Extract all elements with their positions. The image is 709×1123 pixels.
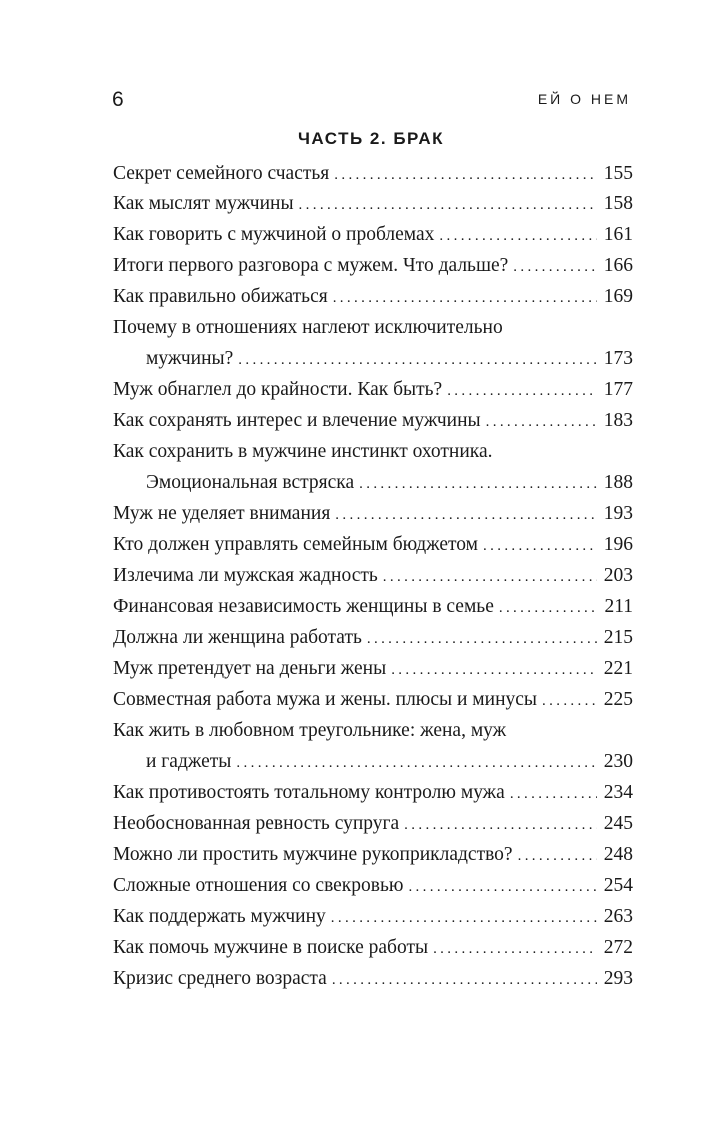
toc-entry-title-continued: мужчины? (146, 348, 234, 369)
toc-line (113, 405, 633, 436)
toc-entry-title: Как правильно обижаться (113, 286, 328, 307)
toc-entry-page: 272 (603, 937, 633, 958)
dot-leader (391, 655, 597, 686)
toc-line (113, 467, 633, 498)
dot-leader (404, 810, 597, 841)
toc-line (113, 622, 633, 653)
toc-entry (113, 374, 633, 405)
toc-entry-page: 234 (603, 782, 633, 803)
toc-entry-page: 263 (603, 906, 633, 927)
toc-entry (113, 188, 633, 219)
toc-entry-page: 158 (603, 193, 633, 214)
toc-entry-title: Излечима ли мужская жадность (113, 565, 378, 586)
dot-leader (542, 686, 597, 717)
toc-entry-title: Муж не уделяет внимания (113, 503, 331, 524)
toc-entry (113, 808, 633, 839)
toc-entry (113, 529, 633, 560)
toc-entry (113, 963, 633, 994)
toc-entry-page: 254 (603, 875, 633, 896)
toc-entry-page: 230 (603, 751, 633, 772)
toc-entry-page: 245 (603, 813, 633, 834)
dot-leader (238, 345, 597, 376)
toc-entry-title: Муж претендует на деньги жены (113, 658, 387, 679)
toc-line (113, 963, 633, 994)
toc-entry-page: 221 (603, 658, 633, 679)
toc-entry (113, 684, 633, 715)
toc-line (113, 746, 633, 777)
toc-line (113, 839, 633, 870)
dot-leader (510, 779, 597, 810)
toc-entry-page: 173 (603, 348, 633, 369)
toc-entry (113, 932, 633, 963)
toc-entry-title-continued: Эмоциональная встряска (146, 472, 355, 493)
toc-line (113, 312, 633, 343)
toc-entry-page: 161 (603, 224, 633, 245)
toc-entry (113, 560, 633, 591)
toc-entry (113, 777, 633, 808)
toc-entry (113, 839, 633, 870)
toc-entry-title: Муж обнаглел до крайности. Как быть? (113, 379, 443, 400)
toc-entry-title: Необоснованная ревность супруга (113, 813, 400, 834)
toc-entry-page: 293 (603, 968, 633, 989)
toc-line (113, 343, 633, 374)
dot-leader (439, 221, 597, 252)
toc-entry (113, 901, 633, 932)
dot-leader (331, 903, 597, 934)
toc-line (113, 436, 633, 467)
dot-leader (486, 407, 597, 438)
toc-entry-page: 193 (603, 503, 633, 524)
toc-entry-title: Как противостоять тотальному контролю мужа (113, 782, 505, 803)
toc-line (113, 498, 633, 529)
toc-entry-page: 225 (603, 689, 633, 710)
toc-line (113, 932, 633, 963)
toc-entry (113, 498, 633, 529)
toc-line (113, 777, 633, 808)
toc-entry-page: 203 (603, 565, 633, 586)
toc-entry (113, 436, 633, 498)
running-head: ЕЙ О НЕМ (537, 91, 631, 107)
toc-entry (113, 405, 633, 436)
toc-entry-page: 183 (603, 410, 633, 431)
toc-entry-title: Как сохранять интерес и влечение мужчины (113, 410, 481, 431)
toc-entry-title: Итоги первого разговора с мужем. Что дальше? (113, 255, 509, 276)
dot-leader (433, 934, 597, 965)
toc-entry-title: Кто должен управлять семейным бюджетом (113, 534, 479, 555)
toc-entry-title: Как мыслят мужчины (113, 193, 294, 214)
toc-entry (113, 653, 633, 684)
dot-leader (447, 376, 597, 407)
toc-entry-page: 211 (604, 596, 633, 617)
toc-entry-title: Должна ли женщина работать (113, 627, 362, 648)
toc-entry-title: Почему в отношениях наглеют исключительно (113, 317, 503, 338)
dot-leader (483, 531, 597, 562)
toc-entry-title: Как помочь мужчине в поиске работы (113, 937, 429, 958)
toc-line (113, 653, 633, 684)
toc-entry-title: Как сохранить в мужчине инстинкт охотника. (113, 441, 493, 462)
toc-entry (113, 870, 633, 901)
toc-entry-title: Финансовая независимость женщины в семье (113, 596, 494, 617)
toc-entry-page: 169 (603, 286, 633, 307)
toc-line (113, 374, 633, 405)
dot-leader (499, 593, 597, 624)
toc-line (113, 901, 633, 932)
toc-entry-page: 188 (603, 472, 633, 493)
dot-leader (518, 841, 597, 872)
toc-entry (113, 160, 633, 188)
toc-entry-title: Как поддержать мужчину (113, 906, 326, 927)
dot-leader (236, 748, 597, 779)
section-title: ЧАСТЬ 2. БРАК (297, 129, 445, 148)
dot-leader (367, 624, 597, 655)
toc-line (113, 684, 633, 715)
dot-leader (513, 252, 597, 283)
toc-line (113, 250, 633, 281)
dot-leader (299, 190, 597, 221)
toc-entry-title: Как жить в любовном треугольнике: жена, муж (113, 720, 507, 741)
toc-entry (113, 591, 633, 622)
toc-line (113, 591, 633, 622)
toc-entry-title: Как говорить с мужчиной о проблемах (113, 224, 435, 245)
toc-entry-page: 155 (603, 163, 633, 184)
toc-line (113, 281, 633, 312)
toc-entry (113, 219, 633, 250)
table-of-contents (113, 160, 633, 994)
toc-entry (113, 281, 633, 312)
dot-leader (383, 562, 597, 593)
toc-line (113, 560, 633, 591)
dot-leader (332, 965, 597, 996)
toc-entry-title: Совместная работа мужа и жены. плюсы и минусы (113, 689, 538, 710)
dot-leader (333, 283, 597, 314)
toc-entry-title: Секрет семейного счастья (113, 163, 330, 184)
toc-entry-page: 215 (603, 627, 633, 648)
dot-leader (359, 469, 597, 500)
toc-entry-page: 248 (603, 844, 633, 865)
dot-leader (335, 500, 597, 531)
toc-line (113, 715, 633, 746)
dot-leader (408, 872, 597, 903)
toc-entry-page: 196 (603, 534, 633, 555)
toc-entry-title: Можно ли простить мужчине рукоприкладство? (113, 844, 513, 865)
toc-line (113, 160, 633, 188)
toc-entry (113, 622, 633, 653)
toc-entry-title-continued: и гаджеты (146, 751, 232, 772)
toc-entry (113, 715, 633, 777)
toc-entry-page: 177 (603, 379, 633, 400)
toc-line (113, 188, 633, 219)
toc-line (113, 219, 633, 250)
toc-entry (113, 250, 633, 281)
toc-line (113, 529, 633, 560)
toc-line (113, 808, 633, 839)
toc-entry (113, 312, 633, 374)
toc-entry-page: 166 (603, 255, 633, 276)
dot-leader (334, 161, 597, 189)
toc-entry-title: Сложные отношения со свекровью (113, 875, 404, 896)
toc-line (113, 870, 633, 901)
page-number: 6 (112, 88, 124, 111)
toc-entry-title: Кризис среднего возраста (113, 968, 327, 989)
